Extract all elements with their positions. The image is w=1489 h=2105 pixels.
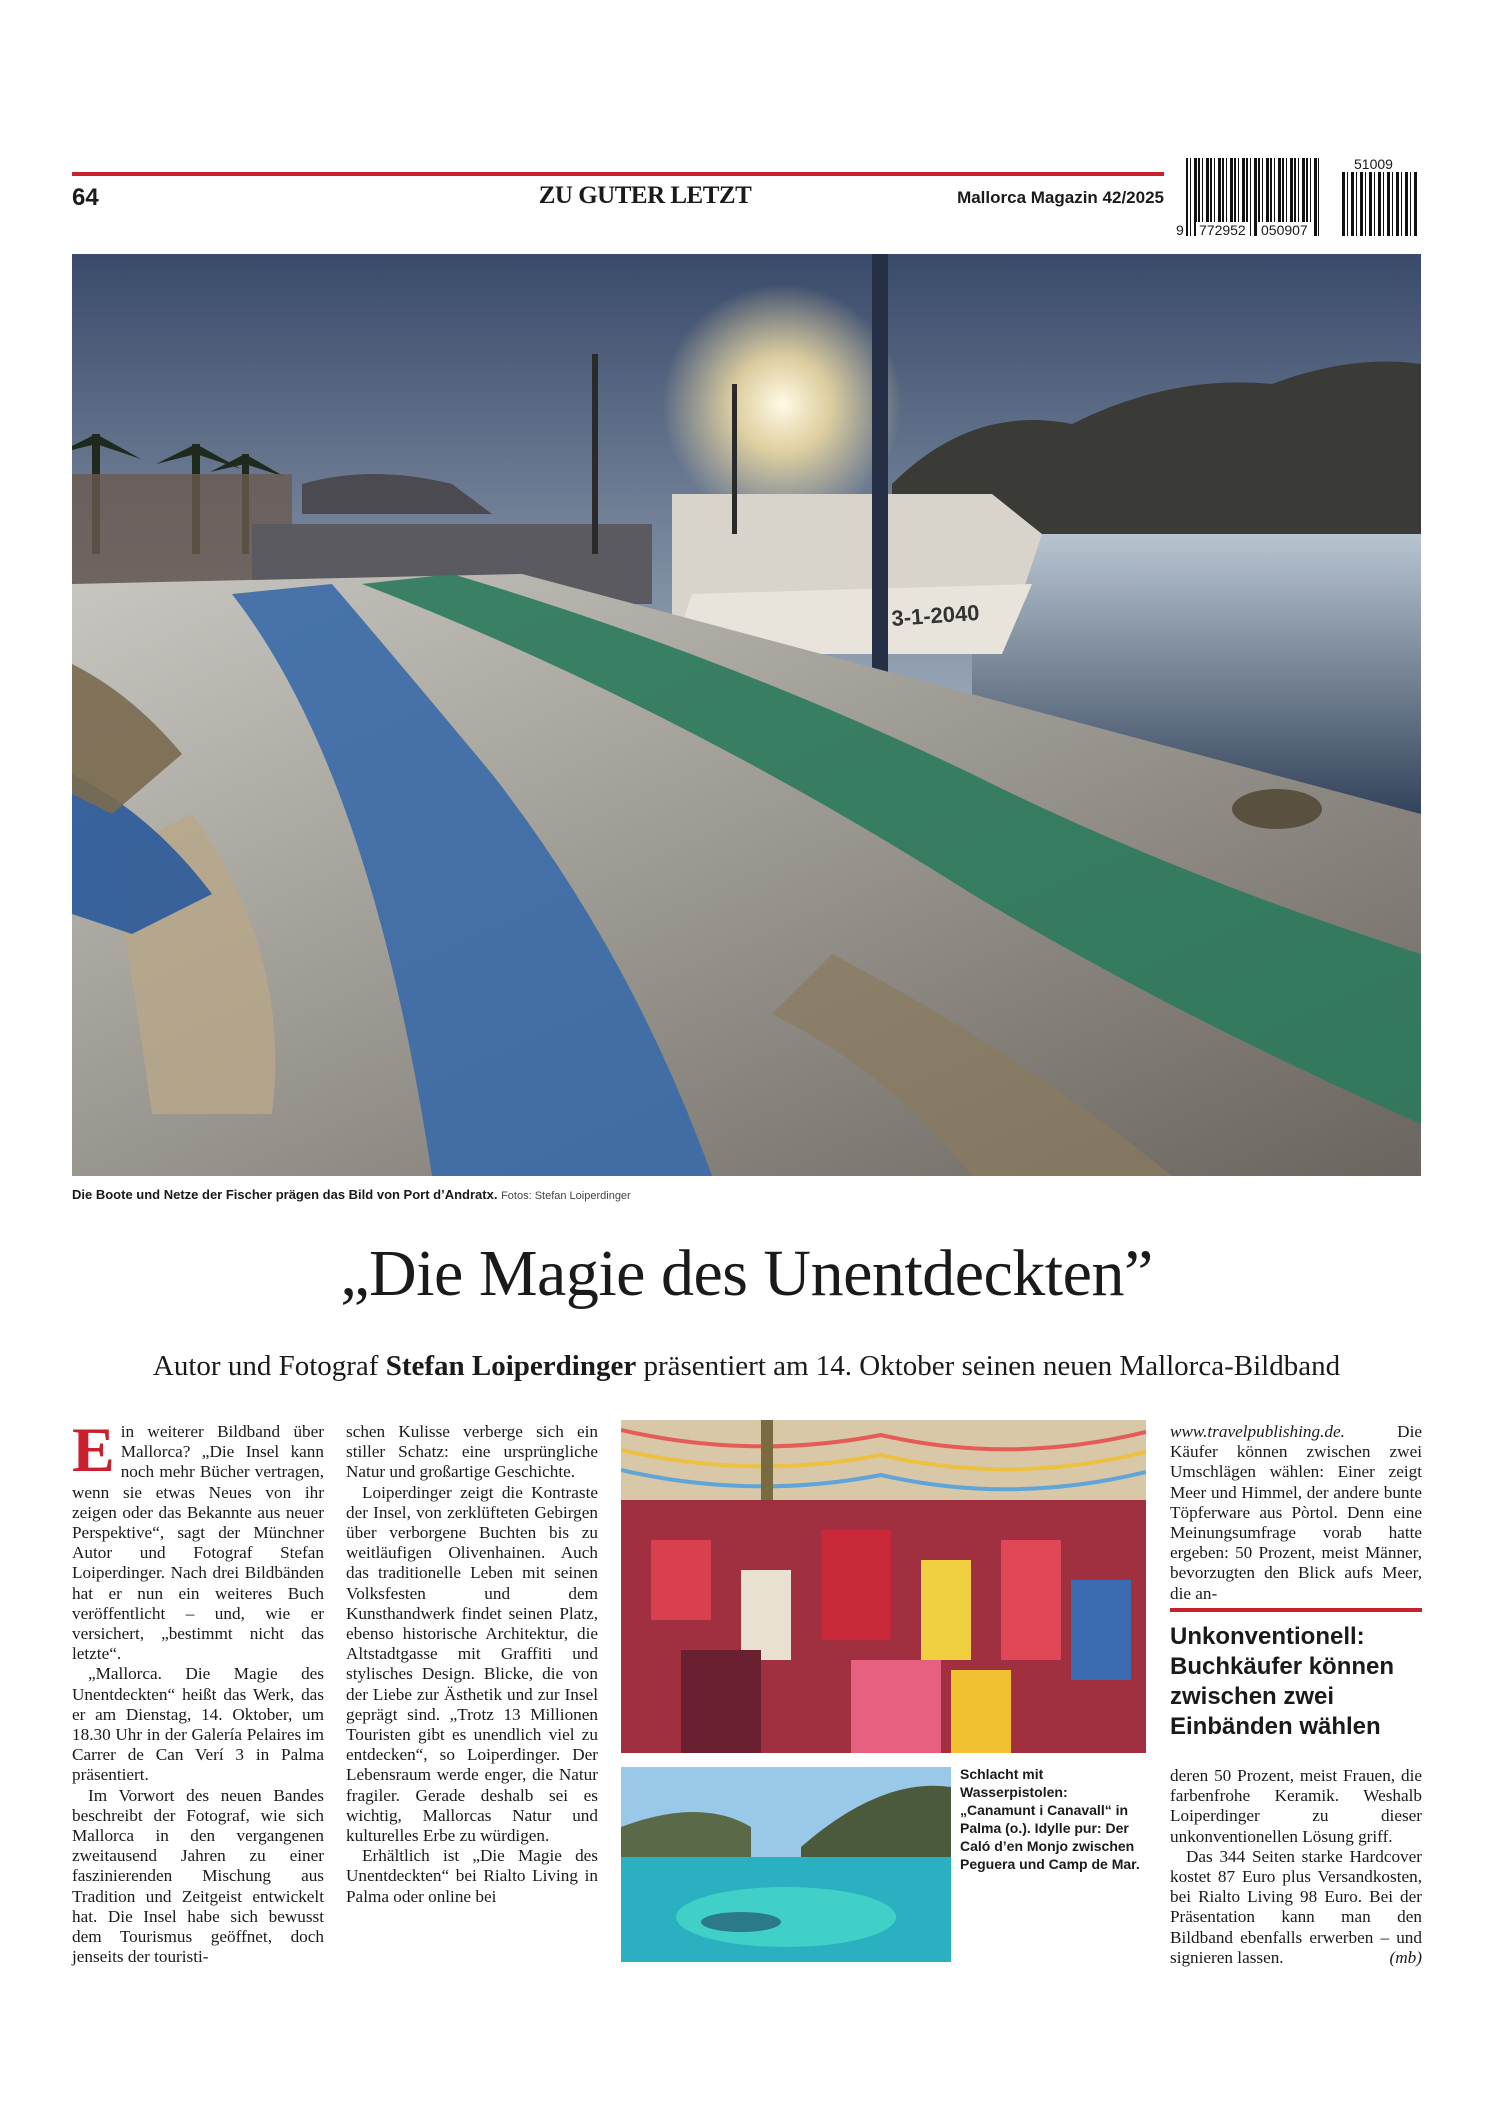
- dropcap: E: [72, 1414, 115, 1485]
- festival-photo: [621, 1420, 1146, 1753]
- photo-credit: Fotos: Stefan Loiperdinger: [501, 1190, 631, 1202]
- col3-p3-text: Das 344 Seiten starke Hardcover kostet 87 Euro plus Versandkosten, bei Rialto Living 98 Euro. Bei der Präsentation kann man den Bildband ebenfalls erwerben – und signieren lassen.: [1170, 1846, 1422, 1967]
- subhead: [72, 1350, 1421, 1383]
- col3-paragraph-1: [1170, 1422, 1422, 1604]
- issue-label: Mallorca Magazin 42/2025: [957, 188, 1164, 207]
- article-column-3-bottom: [1170, 1766, 1422, 1968]
- col3-p1-text: Die Käufer können zwischen zwei Umschlägen wählen: Einer zeigt Meer und Himmel, der andere bunte Töpferware aus Pòrtol. Denn eine Meinungsumfrage vorab hatte ergeben: 50 Prozent, meist Männer, bevorzugten den Blick aufs Meer, die an-: [1170, 1422, 1422, 1603]
- col1-paragraph-2: „Mallorca. Die Magie des Unentdeckten“ heißt das Werk, das er am Dienstag, 14. Oktober, um 18.30 Uhr in der Galería Pelaires im Carrer de Can Verí 3 in Palma präsentiert.: [72, 1664, 324, 1785]
- barcode-right-digits: 050907: [1258, 222, 1311, 238]
- barcode-prefix: 9: [1176, 222, 1184, 238]
- col3-paragraph-2: deren 50 Prozent, meist Frauen, die farbenfrohe Keramik. Weshalb Loiperdinger zu dieser unkonventionellen Lösung griff.: [1170, 1766, 1422, 1846]
- section-title: ZU GUTER LETZT: [538, 182, 752, 209]
- subhead-pre: Autor und Fotograf: [152, 1350, 386, 1382]
- author-signature: (mb): [1389, 1947, 1422, 1967]
- subhead-author: Stefan Loiperdinger: [385, 1350, 637, 1382]
- col1-paragraph-1: [72, 1414, 324, 1664]
- col1-paragraph-3: Im Vorwort des neuen Bandes beschreibt der Fotograf, wie sich Mallorca in den vergangenen zweitausend Jahren zu einer faszinierenden Mischung aus Tradition und Zeitgeist entwickelt hat. Die Insel habe sich bewusst dem Tourismus geöffnet, doch jenseits der touristi-: [72, 1785, 324, 1967]
- hero-caption: [72, 1187, 631, 1202]
- barcode-left-digits: 772952: [1196, 222, 1249, 238]
- page-number: 64: [72, 184, 99, 211]
- subhead-post: präsentiert am 14. Oktober seinen neuen Mallorca-Bildband: [636, 1350, 1341, 1382]
- col1-p1-text: in weiterer Bildband über Mallorca? „Die Insel kann noch mehr Bücher vertragen, wenn sie etwas Neues von ihr zeigen oder das Bekannte aus neuer Perspektive“, sagt der Münchner Autor und Fotograf Stefan Loiperdinger. Nach drei Bildbänden hat er nun ein weiteres Buch veröffentlicht – und, wie er versichert, „bestimmt nicht das letzte“.: [72, 1422, 324, 1664]
- boat-registration: 3-1-2040: [890, 599, 981, 631]
- cove-photo: [621, 1767, 951, 1962]
- article-column-3-top: [1170, 1422, 1422, 1604]
- col3-paragraph-3: [1170, 1847, 1422, 1968]
- barcode-addon: [1342, 172, 1417, 236]
- article-column-2: [346, 1422, 598, 1907]
- photo-caption: Schlacht mit Wasserpistolen: „Canamunt i Canavall“ in Palma (o.). Idylle pur: Der Caló d’en Monjo zwischen Peguera und Camp de Mar.: [960, 1766, 1140, 1872]
- headline: „Die Magie des Unentdeckten”: [340, 1237, 1153, 1310]
- website-link[interactable]: www.travelpublishing.de.: [1170, 1422, 1345, 1441]
- hero-caption-text: Die Boote und Netze der Fischer prägen das Bild von Port d’Andratx.: [72, 1187, 498, 1202]
- pullquote: Unkonventionell: Buchkäufer können zwischen zwei Einbänden wählen: [1170, 1623, 1395, 1740]
- header-rule: [72, 172, 1164, 176]
- pullquote-rule: [1170, 1608, 1422, 1612]
- col2-paragraph-2: Loiperdinger zeigt die Kontraste der Insel, von zerklüfteten Gebirgen über verborgene Buchten bis zu weitläufigen Olivenhainen. Auch das traditionelle Leben mit seinen Volksfesten und dem Kunsthandwerk findet seinen Platz, ebenso historische Architektur, die Altstadtgasse mit Graffiti und stylisches Design. Blicke, die von der Liebe zur Ästhetik und zur Insel geprägt sind. „Trotz 13 Millionen Touristen gibt es unendlich viel zu entdecken“, so Loiperdinger. Der Lebensraum werde enger, die Natur fragiler. Gerade deshalb sei es wichtig, Mallorcas Natur und kulturelles Erbe zu würdigen.: [346, 1482, 598, 1846]
- col2-paragraph-1: schen Kulisse verberge sich ein stiller Schatz: eine ursprüngliche Natur und großartige Geschichte.: [346, 1422, 598, 1482]
- hero-photo: [72, 254, 1421, 1176]
- barcode-addon-number: 51009: [1354, 156, 1393, 172]
- col2-paragraph-3: Erhältlich ist „Die Magie des Unentdeckten“ bei Rialto Living in Palma oder online bei: [346, 1846, 598, 1906]
- article-column-1: [72, 1414, 324, 1967]
